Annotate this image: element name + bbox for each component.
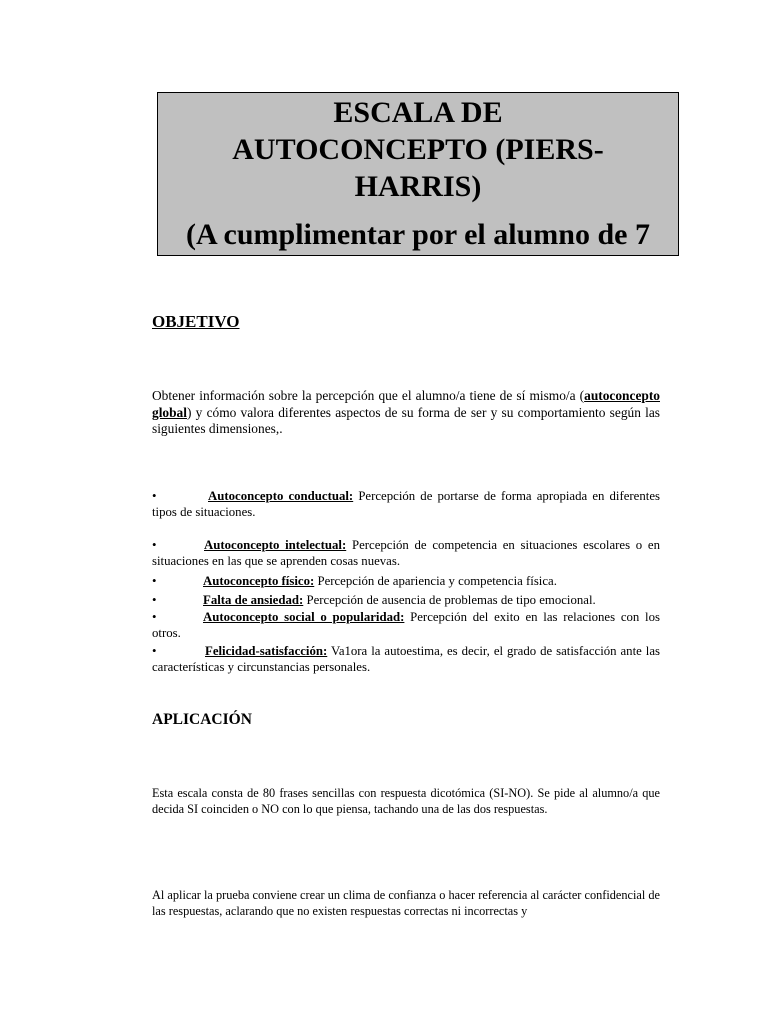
objetivo-text-after: ) y cómo valora diferentes aspectos de su forma de ser y su comportamiento según las siguientes dimensiones,. [152, 404, 660, 436]
dimension-desc: Percepción de ausencia de problemas de tipo emocional. [303, 593, 596, 607]
dimension-desc: Percepción del exito en las relaciones con los otros. [152, 610, 660, 640]
objetivo-text-before: Obtener información sobre la percepción que el alumno/a tiene de sí mismo/a ( [152, 388, 585, 403]
title-line-1: ESCALA DE [333, 96, 503, 129]
bullet-icon: • [152, 538, 157, 552]
aplicacion-paragraph-1: Esta escala consta de 80 frases sencillas con respuesta dicotómica (SI-NO). Se pide al alumno/a que decida SI coinciden o NO con lo que piensa, tachando una de las dos respuestas. [152, 786, 660, 816]
dimension-term: Felicidad-satisfacción: [205, 644, 328, 658]
dimension-item-felicidad [152, 643, 660, 675]
dimension-term: Autoconcepto conductual: [208, 489, 354, 503]
title-box [157, 92, 679, 256]
dimension-item-intelectual [152, 537, 660, 569]
objetivo-heading: OBJETIVO [152, 312, 240, 331]
dimension-term: Falta de ansiedad: [203, 593, 304, 607]
dimension-item-social [152, 609, 660, 641]
dimension-desc: Percepción de apariencia y competencia física. [314, 574, 557, 588]
title-subtitle: (A cumplimentar por el alumno de 7 [186, 218, 650, 251]
objetivo-paragraph [152, 388, 660, 438]
bullet-icon: • [152, 644, 157, 658]
dimension-term: Autoconcepto social o popularidad: [203, 610, 405, 624]
dimension-desc: Percepción de competencia en situaciones escolares o en situaciones en las que se aprenden cosas nuevas. [152, 538, 660, 568]
title-line-2: AUTOCONCEPTO (PIERS- [232, 133, 604, 166]
dimension-term: Autoconcepto intelectual: [204, 538, 347, 552]
dimension-term: Autoconcepto físico: [203, 574, 315, 588]
aplicacion-paragraph-2: Al aplicar la prueba conviene crear un clima de confianza o hacer referencia al carácter confidencial de las respuestas, aclarando que no existen respuestas correctas ni incorrectas y [152, 888, 660, 918]
bullet-icon: • [152, 610, 157, 624]
dimension-desc: Va1ora la autoestima, es decir, el grado de satisfacción ante las características y circunstancias personales. [152, 644, 660, 674]
dimension-item-fisico [152, 573, 660, 589]
bullet-icon: • [152, 489, 157, 503]
aplicacion-heading: APLICACIÓN [152, 711, 252, 728]
dimension-desc: Percepción de portarse de forma apropiada en diferentes tipos de situaciones. [152, 489, 660, 519]
bullet-icon: • [152, 593, 157, 607]
objetivo-emphasis: autoconcepto global [152, 388, 660, 420]
bullet-icon: • [152, 574, 157, 588]
dimension-item-ansiedad [152, 592, 660, 608]
dimension-item-conductual [152, 488, 660, 520]
title-line-3: HARRIS) [354, 170, 482, 203]
